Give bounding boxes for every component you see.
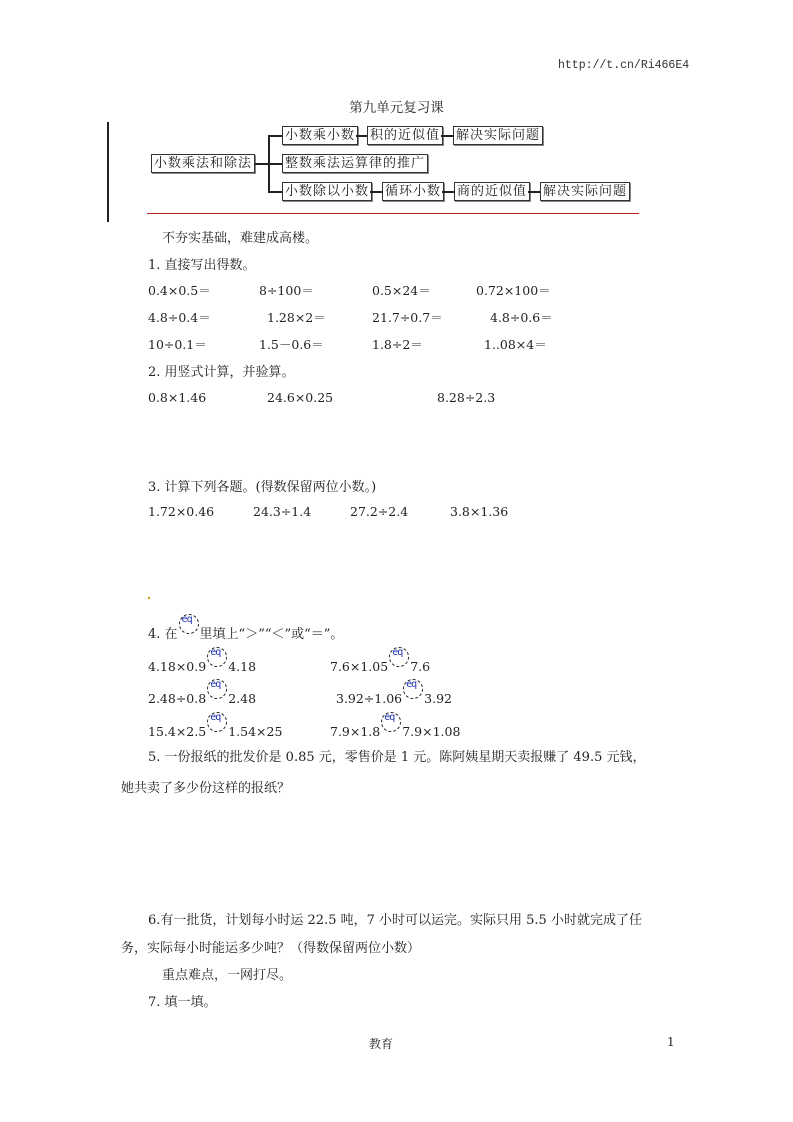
q7-heading: 7. 填一填。 bbox=[148, 995, 217, 1010]
q2-heading: 2. 用竖式计算，并验算。 bbox=[148, 365, 295, 380]
diagram-node: 解决实际问题 bbox=[540, 182, 630, 201]
q3-item: 27.2÷2.4 bbox=[350, 504, 409, 519]
eq-field-glyph: eq bbox=[210, 712, 221, 723]
diagram-node: 解决实际问题 bbox=[453, 126, 543, 145]
q1-item: 21.7÷0.7＝ bbox=[372, 310, 443, 325]
comparison-left: 7.6×1.05 bbox=[330, 659, 389, 674]
intro-motto: 不夯实基础，难建成高楼。 bbox=[162, 231, 319, 246]
section-motto: 重点难点，一网打尽。 bbox=[162, 968, 293, 983]
diagram-node: 整数乘法运算律的推广 bbox=[282, 154, 428, 173]
q4-comparison bbox=[330, 712, 461, 739]
page-number: 1 bbox=[667, 1035, 675, 1049]
blank-circle-icon[interactable] bbox=[207, 647, 227, 667]
stray-dot bbox=[148, 597, 150, 599]
comparison-left: 15.4×2.5 bbox=[148, 724, 207, 739]
connector bbox=[268, 135, 283, 137]
q3-item: 3.8×1.36 bbox=[450, 504, 509, 519]
q2-item: 24.6×0.25 bbox=[267, 390, 334, 405]
q2-item: 0.8×1.46 bbox=[148, 390, 207, 405]
diagram-node: 小数乘小数 bbox=[282, 126, 358, 145]
diagram-node: 循环小数 bbox=[382, 182, 444, 201]
q6-line1: 6.有一批货，计划每小时运 22.5 吨，7 小时可以运完。实际只用 5.5 小时就完成了任 bbox=[148, 913, 642, 928]
q1-item: 8÷100＝ bbox=[259, 283, 314, 298]
blank-circle-icon[interactable] bbox=[381, 712, 401, 732]
q4-comparison bbox=[148, 679, 257, 706]
q4-heading-post: 里填上“＞”“＜”或“＝”。 bbox=[199, 627, 344, 642]
eq-field-glyph: eq bbox=[210, 679, 221, 690]
q1-item: 0.72×100＝ bbox=[476, 283, 551, 298]
blank-circle-icon[interactable] bbox=[389, 647, 409, 667]
q1-item: 10÷0.1＝ bbox=[148, 337, 207, 352]
blank-circle-icon[interactable] bbox=[207, 712, 227, 732]
diagram-node: 小数除以小数 bbox=[282, 182, 372, 201]
blank-circle-icon[interactable] bbox=[179, 614, 199, 634]
blank-circle-icon[interactable] bbox=[403, 679, 423, 699]
connector bbox=[268, 163, 283, 165]
q1-item: 1.5－0.6＝ bbox=[259, 337, 324, 352]
q6-line2: 务，实际每小时能运多少吨？（得数保留两位小数） bbox=[121, 941, 421, 956]
divider-rule bbox=[147, 213, 639, 214]
eq-field-glyph: eq bbox=[384, 712, 395, 723]
q4-comparison bbox=[336, 679, 452, 706]
q4-comparison bbox=[148, 647, 257, 674]
eq-field-glyph: eq bbox=[406, 679, 417, 690]
q4-comparison bbox=[330, 647, 431, 674]
comparison-right: 4.18 bbox=[228, 659, 257, 674]
margin-bar bbox=[107, 122, 109, 222]
comparison-left: 2.48÷0.8 bbox=[148, 691, 207, 706]
comparison-right: 1.54×25 bbox=[228, 724, 283, 739]
q2-item: 8.28÷2.3 bbox=[437, 390, 496, 405]
q1-item: 0.5×24＝ bbox=[372, 283, 431, 298]
page-title: 第九单元复习课 bbox=[349, 100, 444, 116]
diagram-root: 小数乘法和除法 bbox=[151, 154, 255, 173]
q5-line2: 她共卖了多少份这样的报纸？ bbox=[121, 781, 291, 796]
q3-item: 24.3÷1.4 bbox=[253, 504, 312, 519]
q4-heading-pre: 4. 在 bbox=[148, 627, 178, 642]
q5-line1: 5. 一份报纸的批发价是 0.85 元，零售价是 1 元。陈阿姨星期天卖报赚了 49.5 元钱， bbox=[148, 750, 646, 765]
q1-item: 1.28×2＝ bbox=[267, 310, 326, 325]
blank-circle-icon[interactable] bbox=[207, 679, 227, 699]
eq-field-glyph: eq bbox=[181, 614, 192, 625]
source-url: http://t.cn/Ri466E4 bbox=[558, 59, 690, 72]
comparison-left: 4.18×0.9 bbox=[148, 659, 207, 674]
q1-item: 0.4×0.5＝ bbox=[148, 283, 211, 298]
diagram-node: 商的近似值 bbox=[454, 182, 530, 201]
comparison-right: 3.92 bbox=[424, 691, 452, 706]
comparison-left: 3.92÷1.06 bbox=[336, 691, 403, 706]
connector bbox=[268, 191, 283, 193]
comparison-right: 7.6 bbox=[410, 659, 431, 674]
diagram-node: 积的近似值 bbox=[367, 126, 443, 145]
q1-item: 4.8÷0.4＝ bbox=[148, 310, 211, 325]
q1-item: 1.8÷2＝ bbox=[372, 337, 423, 352]
q3-item: 1.72×0.46 bbox=[148, 504, 215, 519]
q1-heading: 1. 直接写出得数。 bbox=[148, 258, 256, 273]
q3-heading: 3. 计算下列各题。(得数保留两位小数。) bbox=[148, 480, 377, 495]
comparison-right: 2.48 bbox=[228, 691, 257, 706]
q1-item: 4.8÷0.6＝ bbox=[490, 310, 553, 325]
comparison-right: 7.9×1.08 bbox=[402, 724, 461, 739]
footer-label: 教育 bbox=[369, 1037, 394, 1051]
connector bbox=[255, 163, 269, 165]
eq-field-glyph: eq bbox=[392, 647, 403, 658]
comparison-left: 7.9×1.8 bbox=[330, 724, 381, 739]
q4-heading bbox=[148, 614, 344, 642]
eq-field-glyph: eq bbox=[210, 647, 221, 658]
q1-item: 1..08×4＝ bbox=[484, 337, 547, 352]
q4-comparison bbox=[148, 712, 283, 739]
